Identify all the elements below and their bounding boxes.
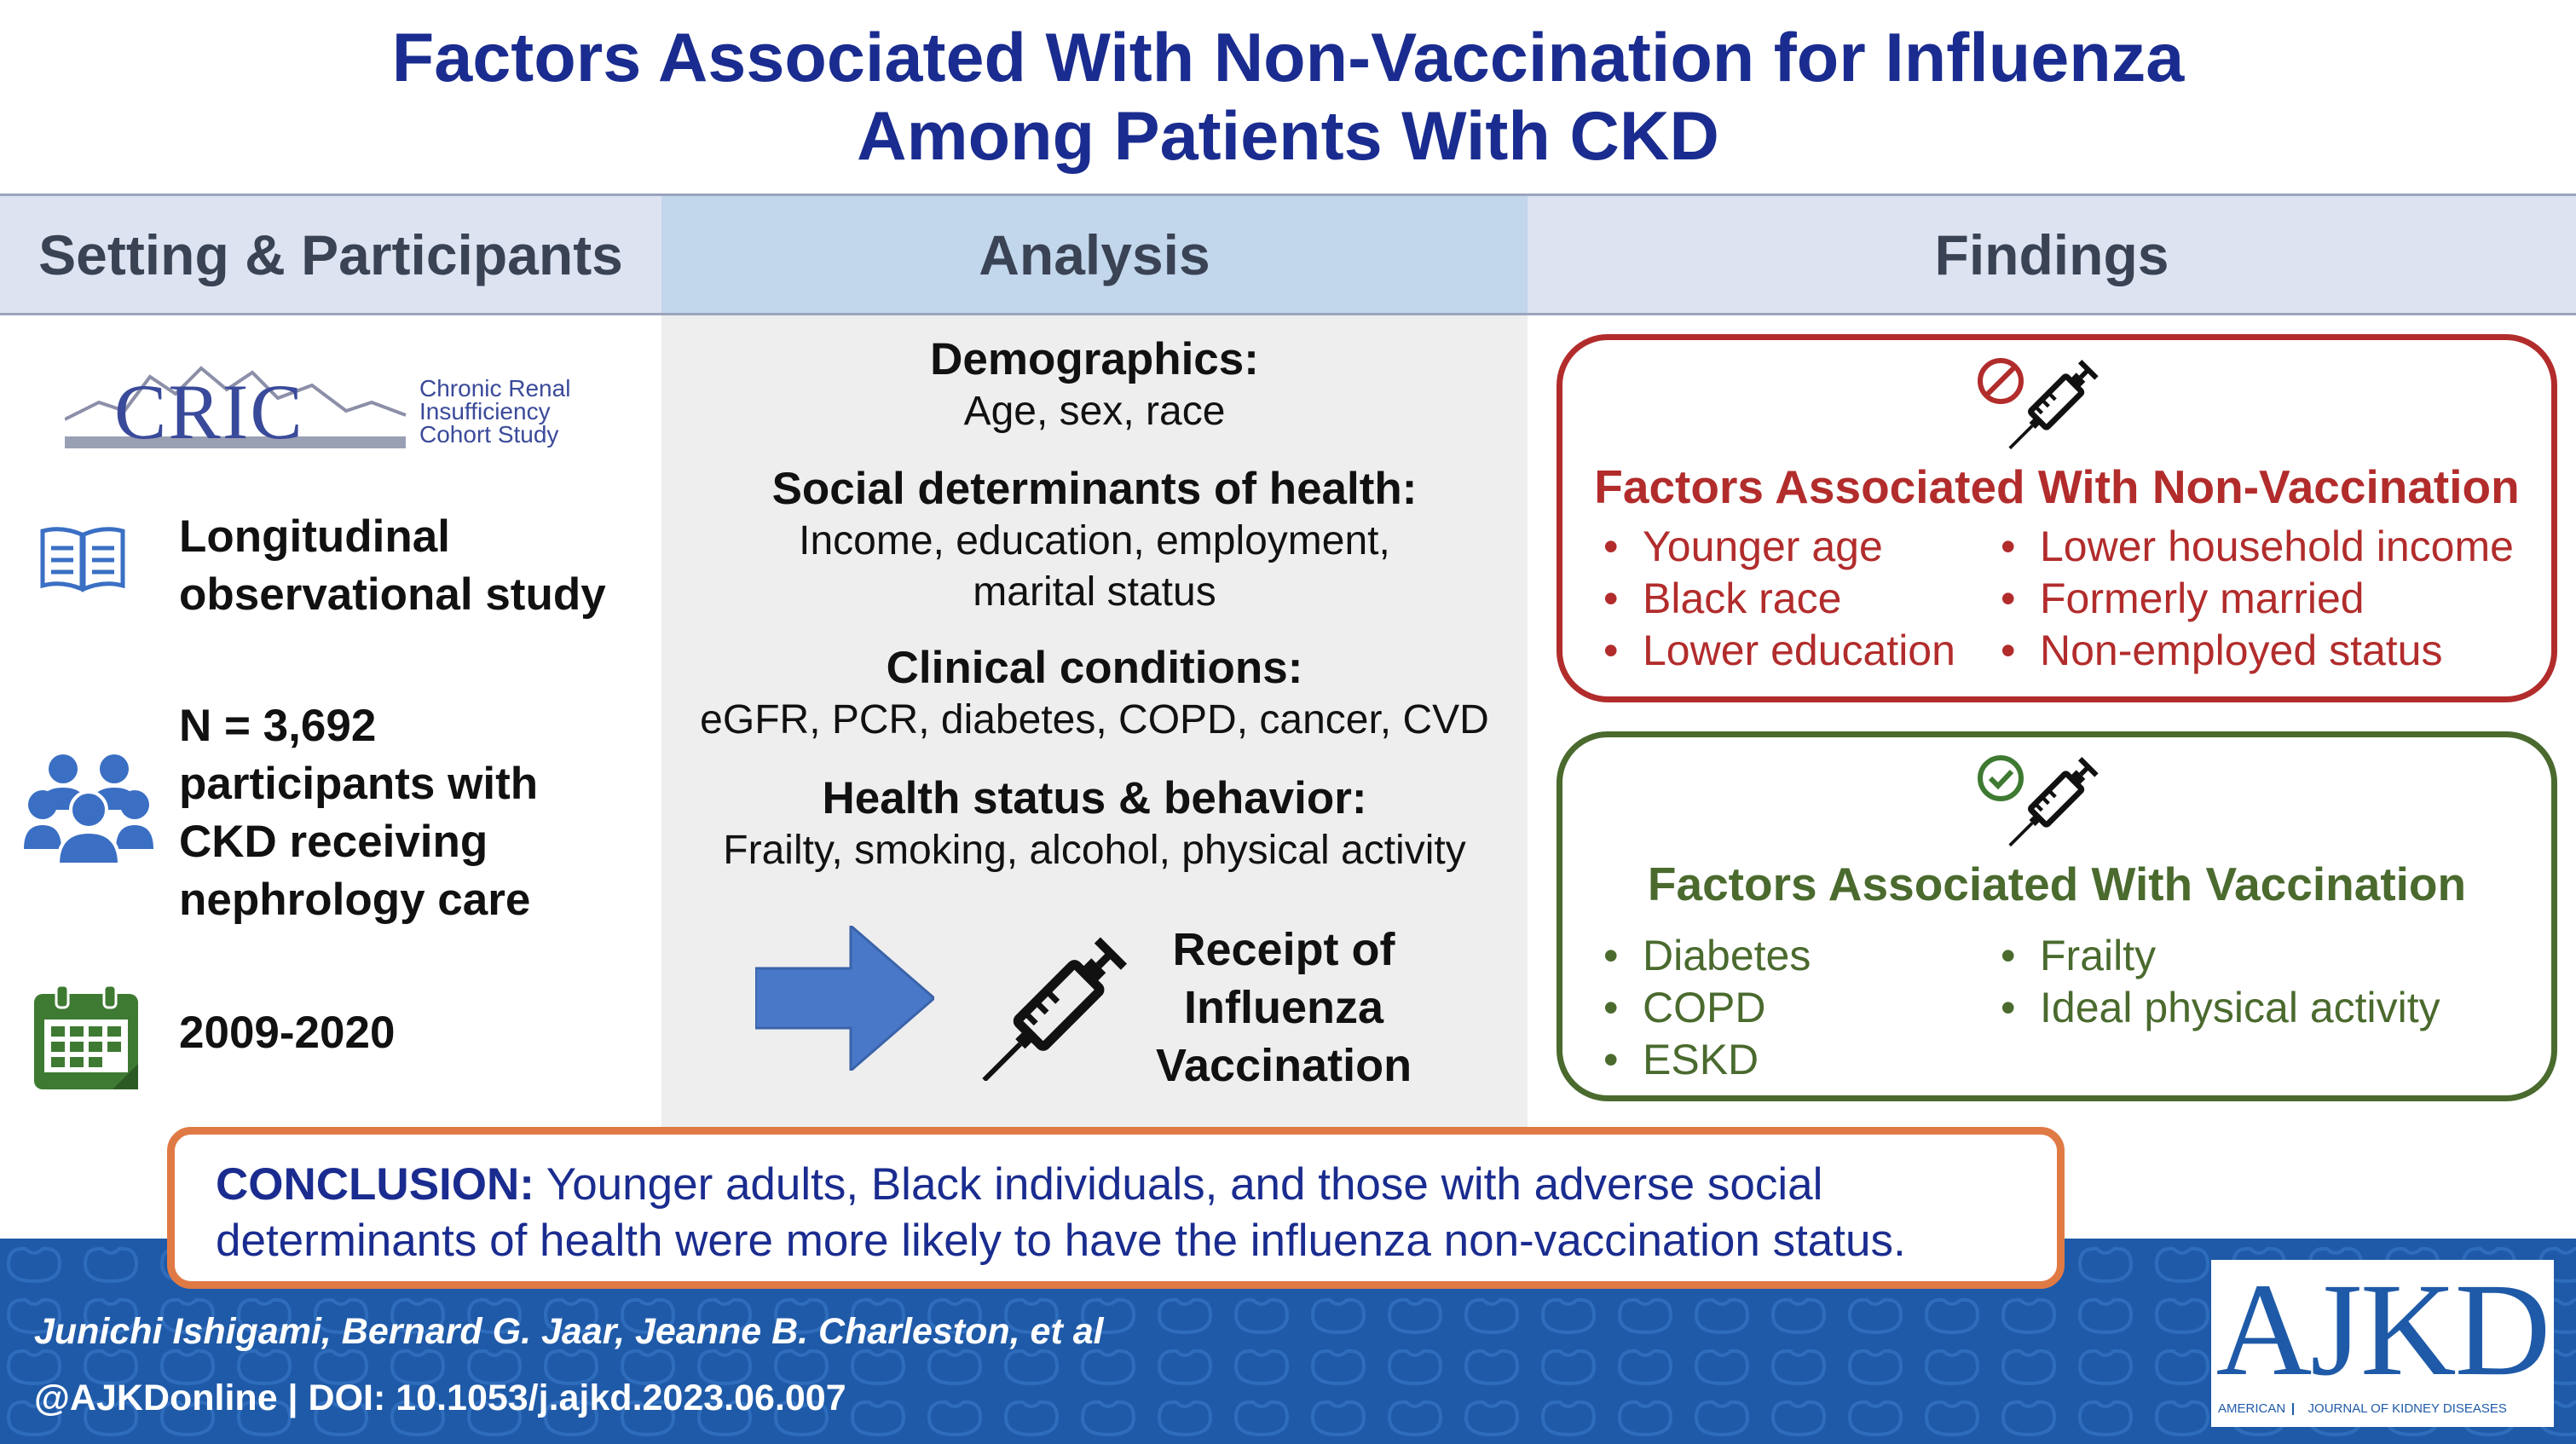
page-title [0,19,2576,176]
non-vaccination-list-right [2001,521,2514,677]
list-item: • Lower education [1603,627,1955,674]
ajkd-logo [2211,1256,2554,1427]
list-item: • Frailty [2001,932,2157,979]
study-years-text: 2009-2020 [179,1008,396,1058]
people-group-icon [24,750,153,870]
vaccination-findings-box [1557,731,2557,1101]
cric-logo-text: CRIC [114,368,304,455]
column-header-setting: Setting & Participants [0,193,661,315]
column-header-analysis: Analysis [661,193,1528,315]
conclusion-box [167,1127,2065,1289]
cric-logo-fullname: Chronic Renal Insufficiency Cohort Study [419,375,571,448]
list-item: • Black race [1603,575,1842,622]
title-line-2: Among Patients With CKD [857,98,1719,175]
analysis-group-demographics: Demographics: Age, sex, race [930,334,1259,434]
vaccination-check-icon [1972,749,2108,856]
non-vaccination-heading: Factors Associated With Non-Vaccination [1594,460,2520,513]
non-vaccination-list-left [1603,521,1955,677]
ajkd-logo-text: AJKD [2215,1256,2550,1403]
vaccination-list-right [2001,930,2440,1034]
analysis-group-clinical: Clinical conditions: eGFR, PCR, diabetes, COPD, cancer, CVD [700,643,1489,742]
conclusion-label: CONCLUSION: [216,1159,534,1210]
title-line-1: Factors Associated With Non-Vaccination for Influenza [391,20,2185,96]
no-vaccination-icon [1972,352,2108,459]
outcome-text: Receipt of Influenza Vaccination [1155,924,1412,1091]
list-item: • Ideal physical activity [2001,984,2440,1031]
right-arrow-icon [755,926,934,1075]
list-item: • Diabetes [1603,932,1811,979]
list-item: • Younger age [1603,523,1883,570]
cric-logo [65,351,627,462]
study-design-text: Longitudinal observational study [179,511,606,620]
analysis-group-social-determinants: Social determinants of health: Income, education, employment, marital status [771,464,1418,615]
vaccination-list-left [1603,930,1811,1086]
syringe-icon [980,936,1134,1085]
list-item: • Formerly married [2001,575,2365,622]
column-header-findings: Findings [1528,193,2576,315]
list-item: • ESKD [1603,1036,1759,1083]
list-item: • Non-employed status [2001,627,2443,674]
calendar-icon [31,982,147,1099]
conclusion-text: Younger adults, Black individuals, and those with adverse social determinants of health were more likely to have the influenza non-vaccination status. [216,1159,1906,1266]
list-item: • Lower household income [2001,523,2514,570]
list-item: • COPD [1603,984,1766,1031]
sample-size-text: N = 3,692 participants with CKD receiving nephrology care [179,701,539,925]
ajkd-journal-name: AMERICAN JOURNAL OF KIDNEY DISEASES [2218,1401,2507,1416]
open-book-icon [39,524,126,598]
analysis-group-health-status: Health status & behavior: Frailty, smoking, alcohol, physical activity [723,773,1466,873]
authors-text: Junichi Ishigami, Bernard G. Jaar, Jeanne B. Charleston, et al [34,1311,1104,1352]
vaccination-heading: Factors Associated With Vaccination [1647,858,2467,910]
doi-text: @AJKDonline | DOI: 10.1053/j.ajkd.2023.06.007 [34,1378,846,1418]
non-vaccination-findings-box [1557,334,2557,702]
